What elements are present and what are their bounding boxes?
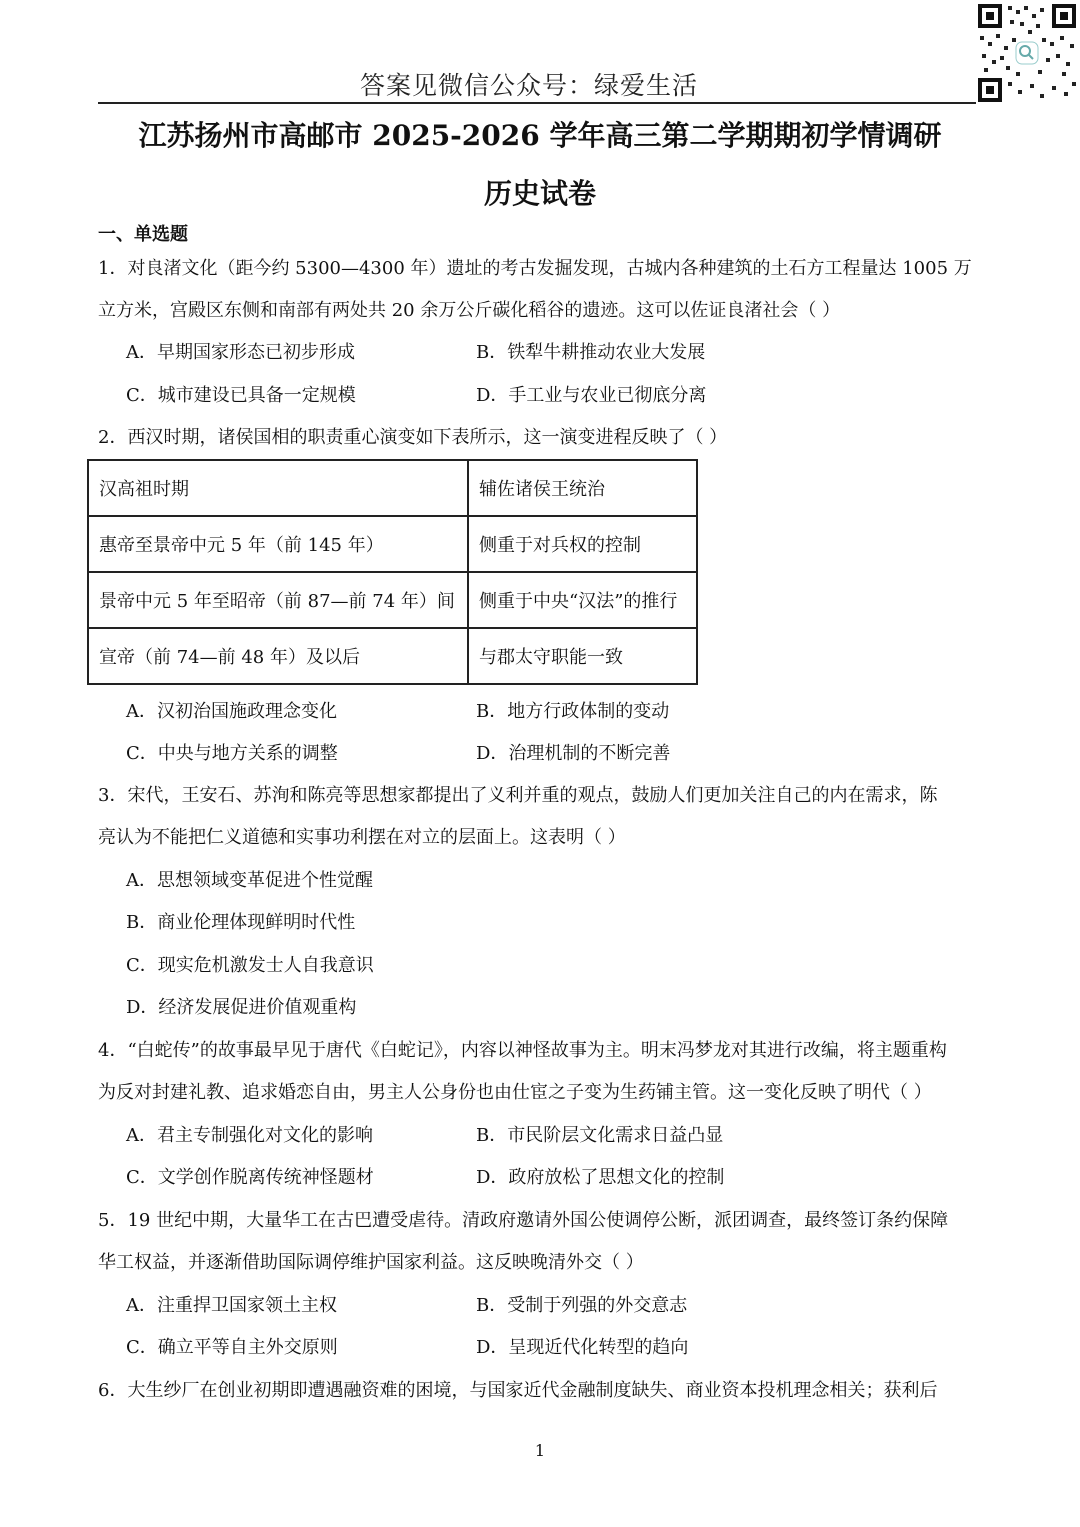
table-cell: 惠帝至景帝中元 5 年（前 145 年） (88, 516, 468, 572)
table-row (88, 628, 697, 684)
question-3-line-2: 亮认为不能把仁义道德和实事功利摆在对立的层面上。这表明（ ） (98, 827, 626, 848)
table-cell: 侧重于对兵权的控制 (468, 516, 697, 572)
question-3-option-b: B．商业伦理体现鲜明时代性 (126, 912, 356, 933)
question-2-table (87, 459, 698, 685)
table-cell: 与郡太守职能一致 (468, 628, 697, 684)
table-cell: 景帝中元 5 年至昭帝（前 87—前 74 年）间 (88, 572, 468, 628)
question-1-line-1: 1．对良渚文化（距今约 5300—4300 年）遗址的考古发掘发现，古城内各种建筑的土石方工程量达 1005 万 (98, 258, 972, 279)
table-row (88, 572, 697, 628)
question-3-option-a: A．思想领域变革促进个性觉醒 (126, 870, 373, 891)
table-cell: 侧重于中央“汉法”的推行 (468, 572, 697, 628)
table-row (88, 516, 697, 572)
question-5-option-c: C．确立平等自主外交原则 (126, 1337, 338, 1358)
exam-title: 江苏扬州市高邮市 2025-2026 学年高三第二学期期初学情调研 (138, 119, 942, 152)
question-1-option-a: A．早期国家形态已初步形成 (126, 342, 355, 363)
exam-subtitle: 历史试卷 (483, 177, 596, 210)
question-5-option-d: D．呈现近代化转型的趋向 (476, 1337, 689, 1358)
table-cell: 辅佐诸侯王统治 (468, 460, 697, 516)
question-5-option-b: B．受制于列强的外交意志 (476, 1295, 688, 1316)
header-note: 答案见微信公众号：绿爱生活 (360, 71, 699, 100)
page-number: 1 (534, 1441, 546, 1460)
question-2-option-b: B．地方行政体制的变动 (476, 701, 670, 722)
qr-code-icon (976, 2, 1078, 104)
table-row (88, 460, 697, 516)
question-5-option-a: A．注重捍卫国家领土主权 (126, 1295, 337, 1316)
question-2-line-1: 2．西汉时期，诸侯国相的职责重心演变如下表所示，这一演变进程反映了（ ） (98, 427, 728, 448)
question-1-option-c: C．城市建设已具备一定规模 (126, 385, 356, 406)
header-divider (98, 102, 976, 104)
question-3-option-d: D．经济发展促进价值观重构 (126, 997, 357, 1018)
question-2-option-c: C．中央与地方关系的调整 (126, 743, 338, 764)
question-3-line-1: 3．宋代，王安石、苏洵和陈亮等思想家都提出了义利并重的观点，鼓励人们更加关注自己的内在需求，陈 (98, 785, 938, 806)
question-4-line-2: 为反对封建礼教、追求婚恋自由，男主人公身份也由仕宦之子变为生药铺主管。这一变化反映了明代（ ） (98, 1082, 932, 1103)
table-cell: 汉高祖时期 (88, 460, 468, 516)
question-4-option-b: B．市民阶层文化需求日益凸显 (476, 1125, 724, 1146)
question-1-option-d: D．手工业与农业已彻底分离 (476, 385, 707, 406)
question-3-option-c: C．现实危机激发士人自我意识 (126, 955, 374, 976)
question-1-line-2: 立方米，宫殿区东侧和南部有两处共 20 余万公斤碳化稻谷的遗迹。这可以佐证良渚社会（ ） (98, 300, 841, 321)
question-2-option-d: D．治理机制的不断完善 (476, 743, 671, 764)
question-5-line-1: 5．19 世纪中期，大量华工在古巴遭受虐待。清政府邀请外国公使调停公断，派团调查，最终签订条约保障 (98, 1210, 949, 1231)
question-1-option-b: B．铁犁牛耕推动农业大发展 (476, 342, 706, 363)
question-4-option-a: A．君主专制强化对文化的影响 (126, 1125, 373, 1146)
section-heading: 一、单选题 (98, 224, 188, 245)
table-cell: 宣帝（前 74—前 48 年）及以后 (88, 628, 468, 684)
question-4-line-1: 4．“白蛇传”的故事最早见于唐代《白蛇记》，内容以神怪故事为主。明末冯梦龙对其进行改编，将主题重构 (98, 1040, 947, 1061)
question-6-line-1: 6．大生纱厂在创业初期即遭遇融资难的困境，与国家近代金融制度缺失、商业资本投机理念相关；获利后 (98, 1380, 938, 1401)
question-4-option-c: C．文学创作脱离传统神怪题材 (126, 1167, 374, 1188)
question-5-line-2: 华工权益，并逐渐借助国际调停维护国家利益。这反映晚清外交（ ） (98, 1252, 644, 1273)
question-2-option-a: A．汉初治国施政理念变化 (126, 701, 337, 722)
question-4-option-d: D．政府放松了思想文化的控制 (476, 1167, 725, 1188)
